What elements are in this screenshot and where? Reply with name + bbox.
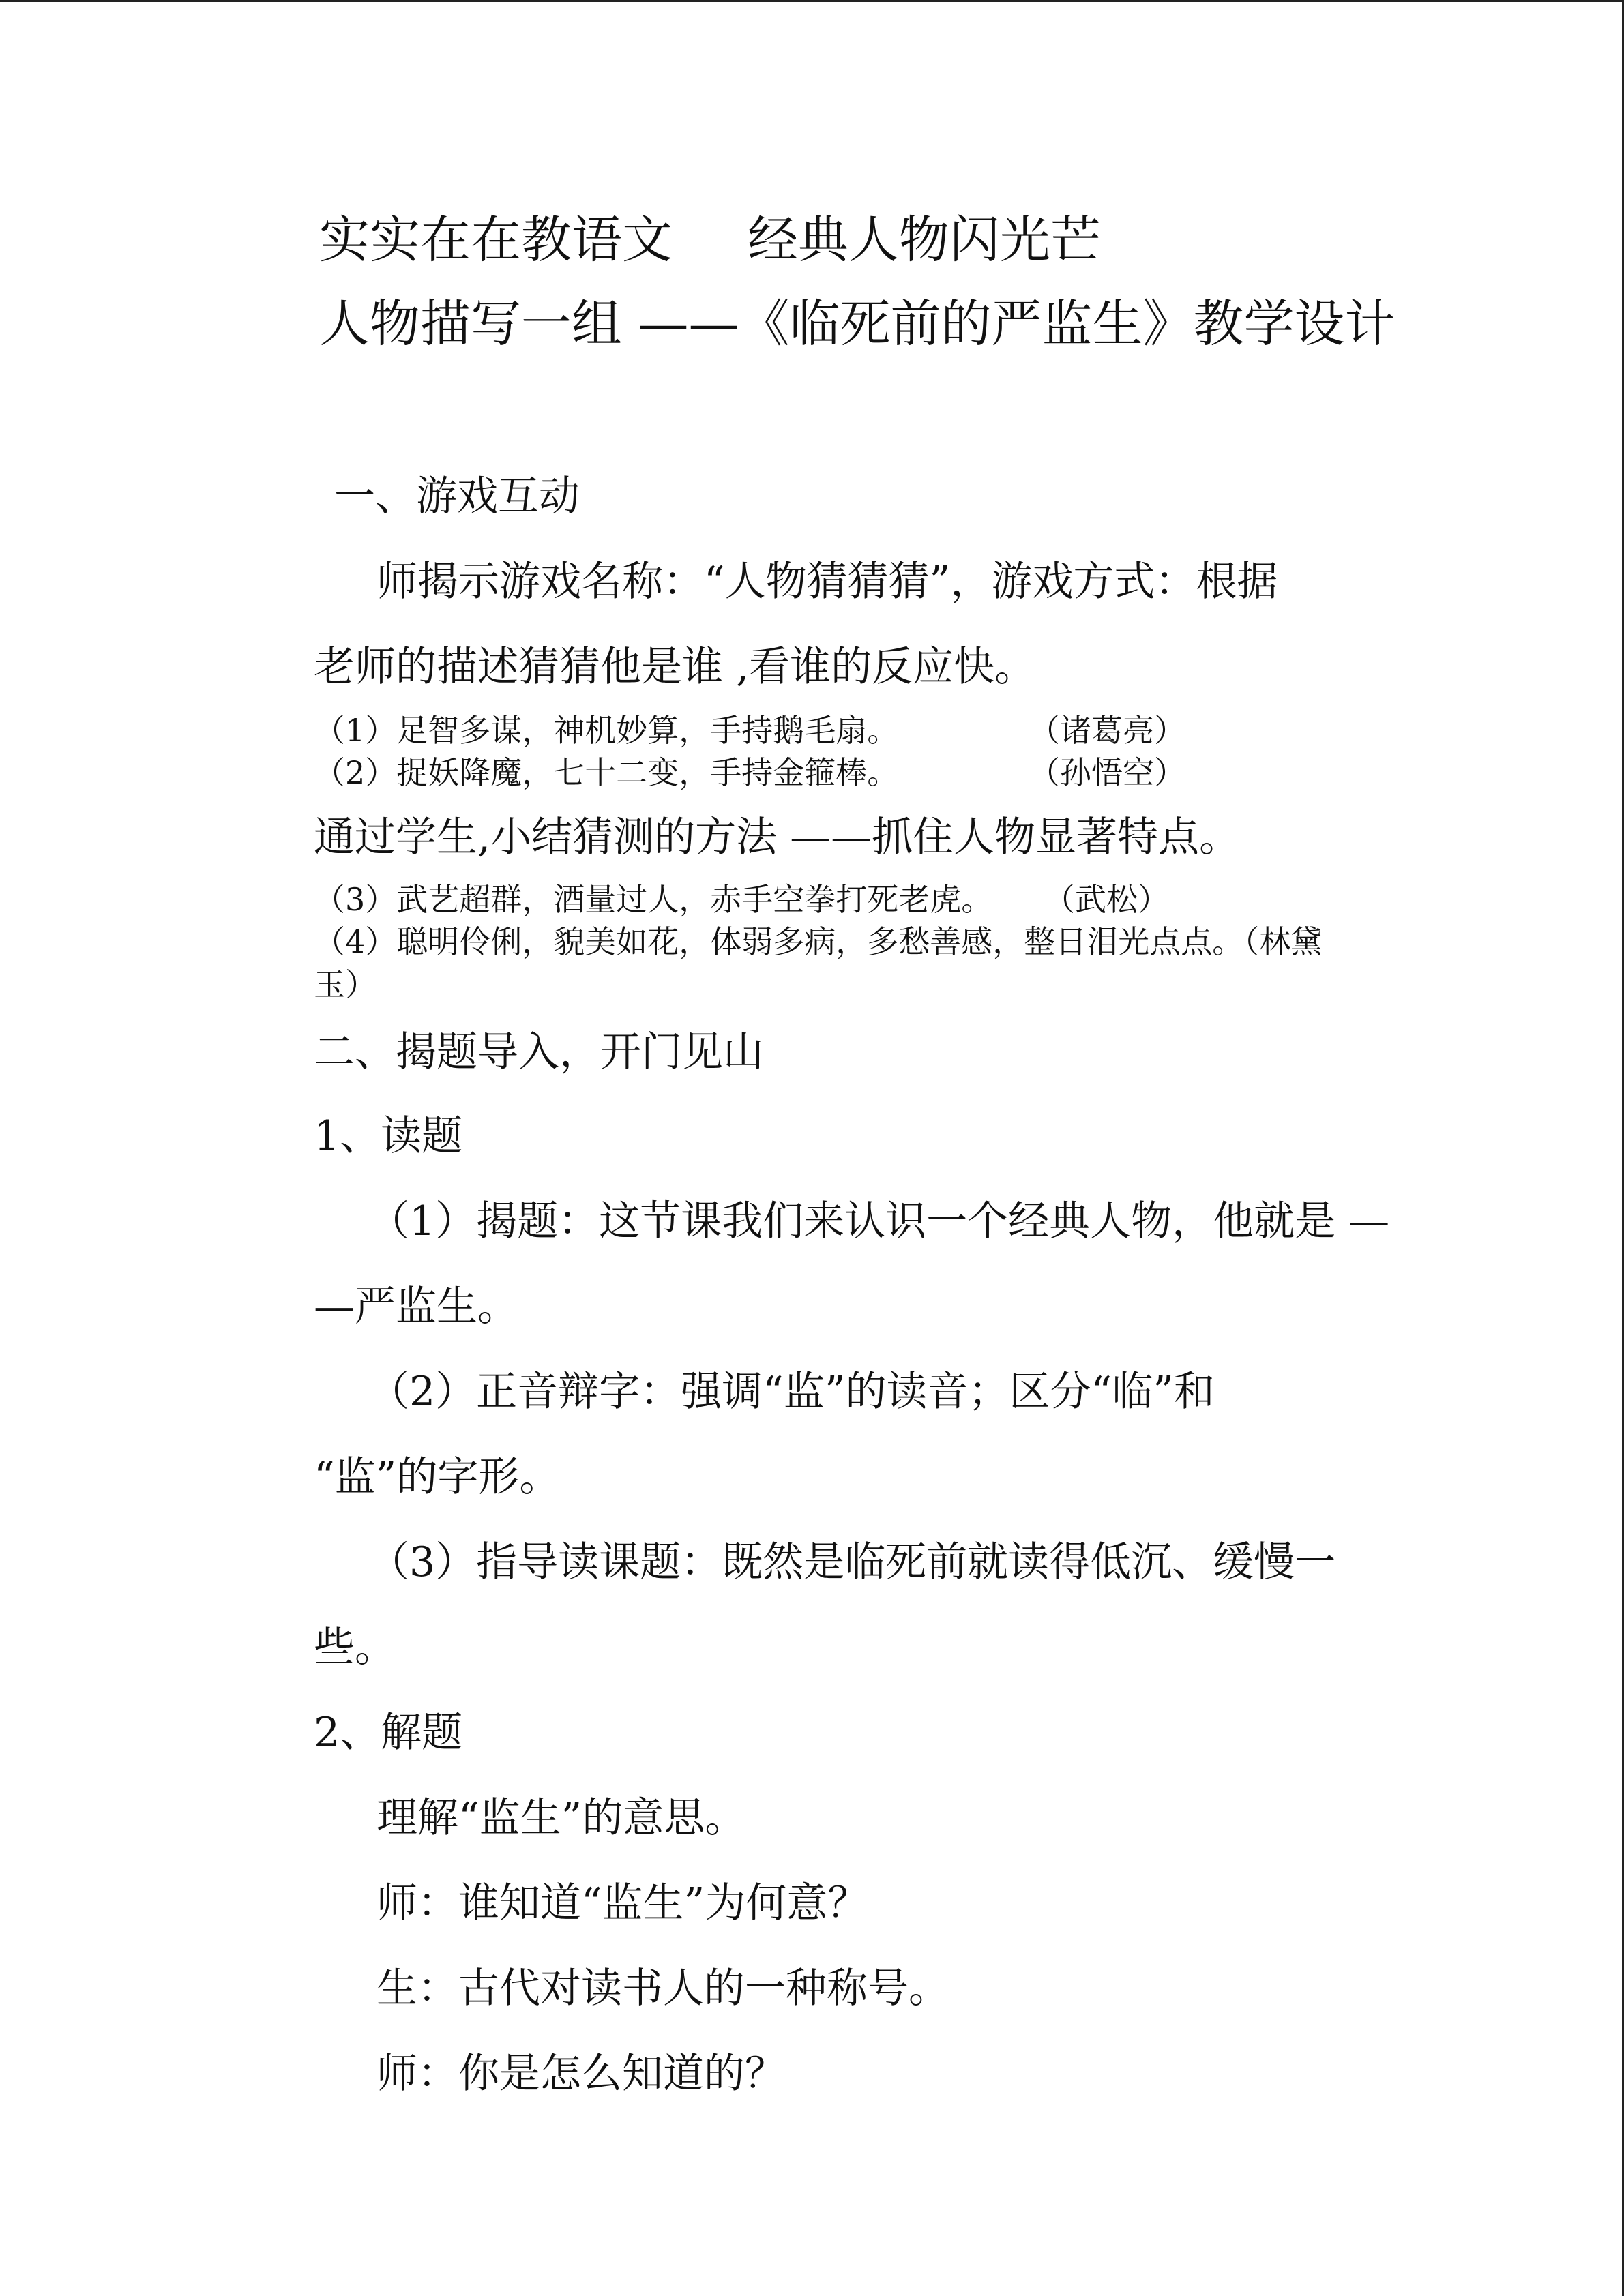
read-item1-line1: （1）揭题：这节课我们来认识一个经典人物，他就是 —	[368, 1197, 1390, 1245]
section2-heading: 二、揭题导入，开门见山	[314, 1028, 764, 1076]
section1-intro-line2: 老师的描述猜猜他是谁 ,看谁的反应快。	[314, 643, 1036, 691]
read-item2-line1: （2）正音辩字：强调“监”的读音；区分“临”和	[368, 1368, 1215, 1416]
explain-line4: 师：你是怎么知道的？	[377, 2050, 786, 2098]
explain-line2: 师：谁知道“监生”为何意？	[377, 1879, 869, 1927]
read-item3-line1: （3）指导读课题：既然是临死前就读得低沉、缓慢一	[368, 1538, 1336, 1586]
clue-4-line1: （4）聪明伶俐，貌美如花，体弱多病，多愁善感，整日泪光点点。（林黛	[314, 923, 1323, 960]
read-item3-line2: 些。	[314, 1624, 396, 1671]
clue-4-line2: 玉）	[314, 966, 377, 1003]
title-part-2: 经典人物闪光芒	[748, 211, 1101, 269]
clue-2-answer: （孙悟空）	[1029, 754, 1185, 791]
subsection-read-heading: 1、读题	[314, 1112, 463, 1160]
read-item2-line2: “监”的字形。	[314, 1453, 561, 1501]
explain-line1: 理解“监生”的意思。	[377, 1794, 746, 1842]
clue-1-answer: （诸葛亮）	[1029, 712, 1185, 749]
clue-2: （2）捉妖降魔，七十二变，手持金箍棒。	[314, 754, 899, 791]
section1-heading: 一、游戏互动	[334, 473, 580, 520]
clue-1: （1）足智多谋，神机妙算，手持鹅毛扇。	[314, 712, 899, 749]
subsection-explain-heading: 2、解题	[314, 1709, 463, 1757]
clue-3-answer: （武松）	[1044, 881, 1169, 918]
section1-summary: 通过学生,小结猜测的方法 ——抓住人物显著特点。	[314, 814, 1241, 861]
title-line-2: 人物描写一组 ——《临死前的严监生》教学设计	[319, 295, 1396, 353]
section1-intro-line1: 师揭示游戏名称：“人物猜猜猜”，游戏方式：根据	[377, 558, 1278, 606]
title-part-1: 实实在在教语文	[319, 211, 673, 269]
clue-3: （3）武艺超群，酒量过人，赤手空拳打死老虎。	[314, 881, 993, 918]
explain-line3: 生：古代对读书人的一种称号。	[377, 1965, 949, 2012]
title-line-1	[319, 211, 1101, 269]
read-item1-line2: —严监生。	[314, 1283, 518, 1330]
